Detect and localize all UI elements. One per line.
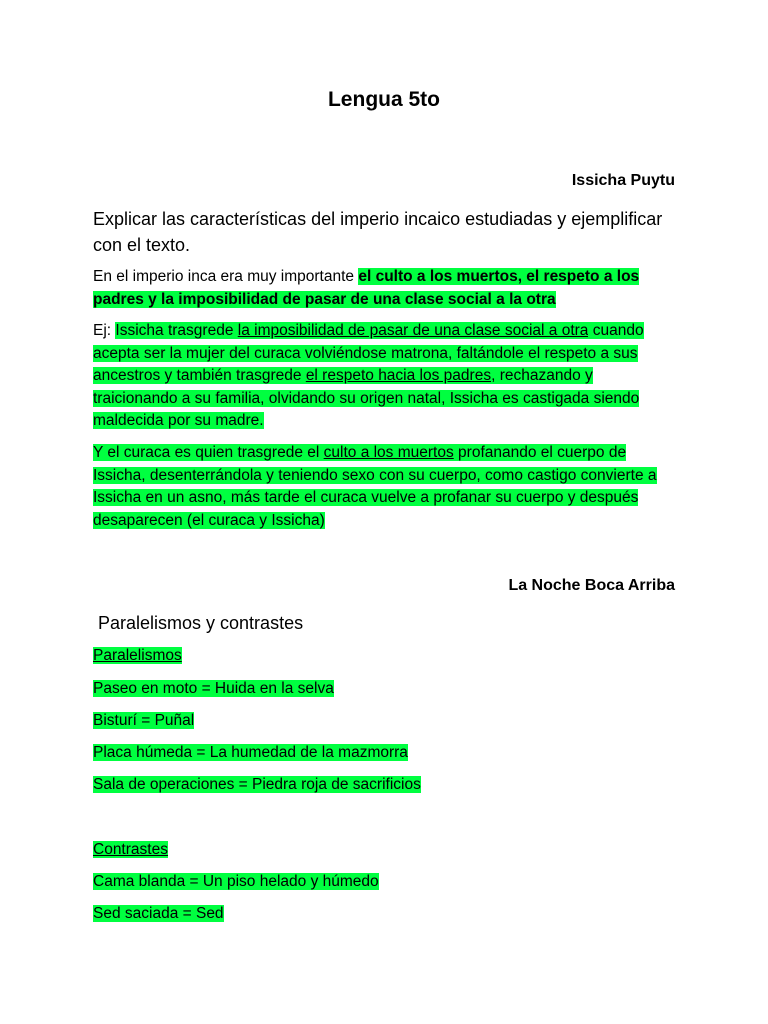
list-item: Cama blanda = Un piso helado y húmedo [93,873,379,890]
paragraph-3-part-a: Y el curaca es quien trasgrede el [93,444,324,461]
list-item: Bisturí = Puñal [93,712,195,729]
paralelismos-label: Paralelismos [93,647,182,664]
paragraph-3 [93,442,675,532]
paragraph-1-plain: En el imperio inca era muy importante [93,268,359,285]
list-item: Sed saciada = Sed [93,905,224,922]
list-item: Placa húmeda = La humedad de la mazmorra [93,744,408,761]
paragraph-2-underline-1: la imposibilidad de pasar de una clase social a otra [237,322,589,339]
paragraph-3-underline: culto a los muertos [323,444,454,461]
document-title: Lengua 5to [327,88,440,111]
section-heading-noche: La Noche Boca Arriba [508,577,675,594]
paragraph-2-part-a: Issicha trasgrede [115,322,238,339]
paragraph-1-highlight: el culto a los muertos, el respeto a los padres y la imposibilidad de pasar de una clase social a la otra [93,268,640,308]
list-item: Sala de operaciones = Piedra roja de sacrificios [93,776,421,793]
paragraph-1 [93,266,675,311]
paragraph-3-part-b: profanando el cuerpo de Issicha, desenterrándola y teniendo sexo con su cuerpo, como castigo convierte a Issicha en un asno, más tarde el curaca vuelve a profanar su cuerpo y después desaparecen (el curaca y Issicha) [93,444,657,529]
question-text: Explicar las características del imperio incaico estudiadas y ejemplificar con el texto. [93,209,663,255]
subheading-paralelismos-contrastes: Paralelismos y contrastes [93,613,304,633]
paragraph-2 [93,320,675,433]
paragraph-2-part-c: , rechazando y traicionando a su familia, olvidando su origen natal, Issicha es castigada siendo maldecida por su madre. [93,367,640,430]
list-item: Paseo en moto = Huida en la selva [93,680,334,697]
paragraph-2-part-b: cuando acepta ser la mujer del curaca volviéndose matrona, faltándole el respeto a sus ancestros y también trasgrede [93,322,644,385]
paragraph-2-underline-2: el respeto hacia los padres [305,367,492,385]
paragraph-2-prefix: Ej: [93,322,116,339]
contrastes-label: Contrastes [93,841,168,858]
section-heading-issicha: Issicha Puytu [571,172,675,189]
